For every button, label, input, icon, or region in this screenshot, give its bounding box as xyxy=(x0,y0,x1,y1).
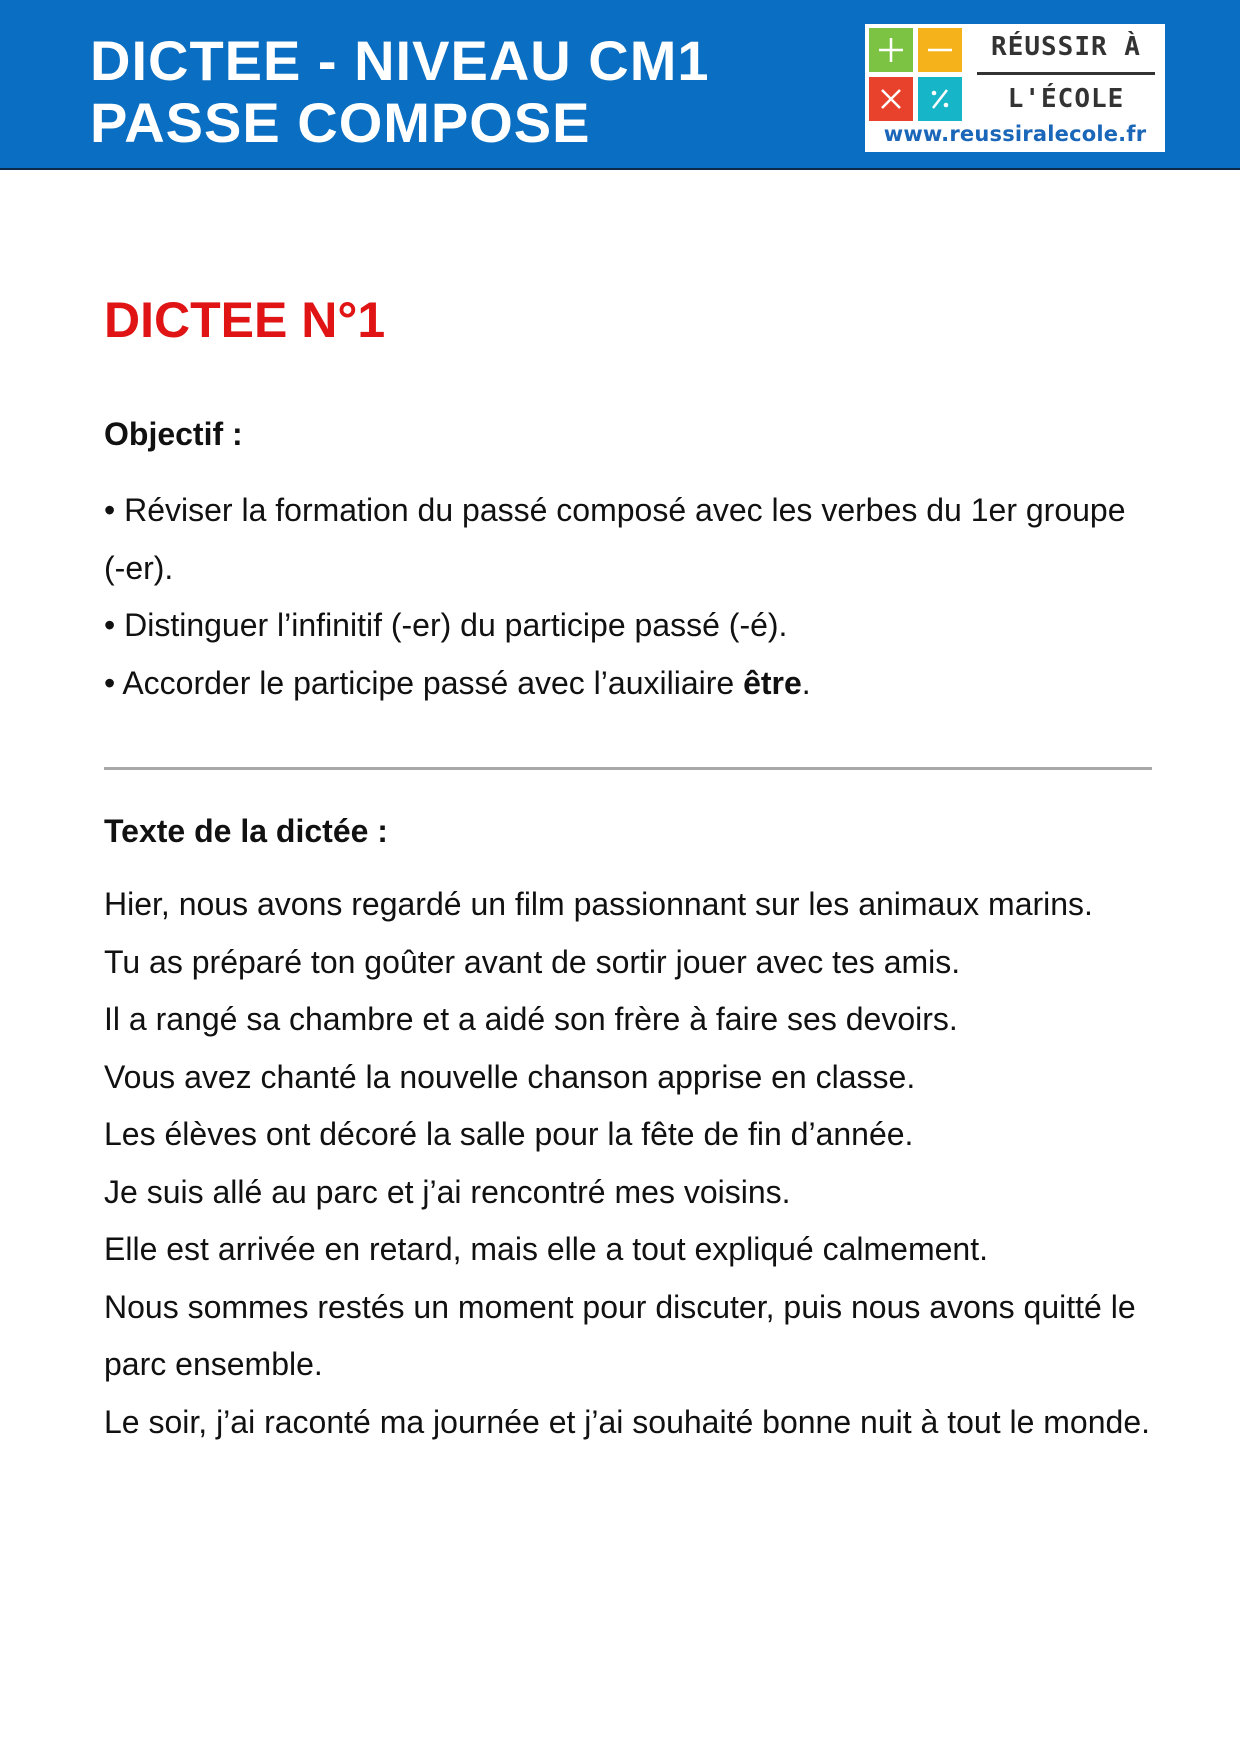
logo-url-link[interactable]: www.reussiralecole.fr xyxy=(883,122,1147,146)
dictation-sentence: Je suis allé au parc et j’ai rencontré mes voisins. xyxy=(104,1173,791,1210)
objective-text: • Accorder le participe passé avec l’auxiliaire xyxy=(104,664,744,701)
objective-item: • Distinguer l’infinitif (-er) du participe passé (-é). xyxy=(104,607,788,643)
objectives-list xyxy=(104,482,1154,712)
objective-text: . xyxy=(801,664,811,701)
times-icon xyxy=(869,77,913,121)
dictation-sentence: Il a rangé sa chambre et a aidé son frère à faire ses devoirs. xyxy=(104,1001,958,1037)
objective-item: • Réviser la formation du passé composé avec les verbes du 1er groupe (-er). xyxy=(104,492,1126,586)
plus-icon xyxy=(869,28,913,72)
logo[interactable] xyxy=(865,24,1165,152)
section-divider xyxy=(104,767,1152,770)
dictation-sentence: Le soir, j’ai raconté ma journée et j’ai souhaité bonne nuit à tout le monde. xyxy=(104,1403,1150,1440)
logo-top-text: RÉUSSIR À xyxy=(991,32,1141,62)
dictation-sentence: Vous avez chanté la nouvelle chanson apprise en classe. xyxy=(104,1058,916,1095)
objective-item xyxy=(104,655,1154,713)
header-title-line2: PASSE COMPOSE xyxy=(90,91,591,154)
percent-icon xyxy=(918,77,962,121)
header-title xyxy=(90,30,710,154)
dictation-sentence: Hier, nous avons regardé un film passionnant sur les animaux marins. xyxy=(104,886,1093,922)
texte-heading: Texte de la dictée : xyxy=(104,813,388,849)
header-title-line1: DICTEE - NIVEAU CM1 xyxy=(90,29,710,92)
dictation-sentence: Les élèves ont décoré la salle pour la fête de fin d’année. xyxy=(104,1116,914,1152)
dictation-text xyxy=(104,876,1154,1451)
logo-divider xyxy=(977,72,1155,75)
dictation-sentence: Elle est arrivée en retard, mais elle a tout expliqué calmement. xyxy=(104,1231,988,1267)
objectif-heading: Objectif : xyxy=(104,416,243,452)
objective-bold-word: être xyxy=(743,664,802,701)
header-banner xyxy=(0,0,1240,170)
minus-icon xyxy=(918,28,962,72)
dictee-title: DICTEE N°1 xyxy=(104,292,386,348)
dictation-sentence: Tu as préparé ton goûter avant de sortir jouer avec tes amis. xyxy=(104,943,961,980)
dictation-sentence: Nous sommes restés un moment pour discuter, puis nous avons quitté le parc ensemble. xyxy=(104,1288,1136,1382)
logo-bottom-text: L'ÉCOLE xyxy=(1007,84,1125,114)
